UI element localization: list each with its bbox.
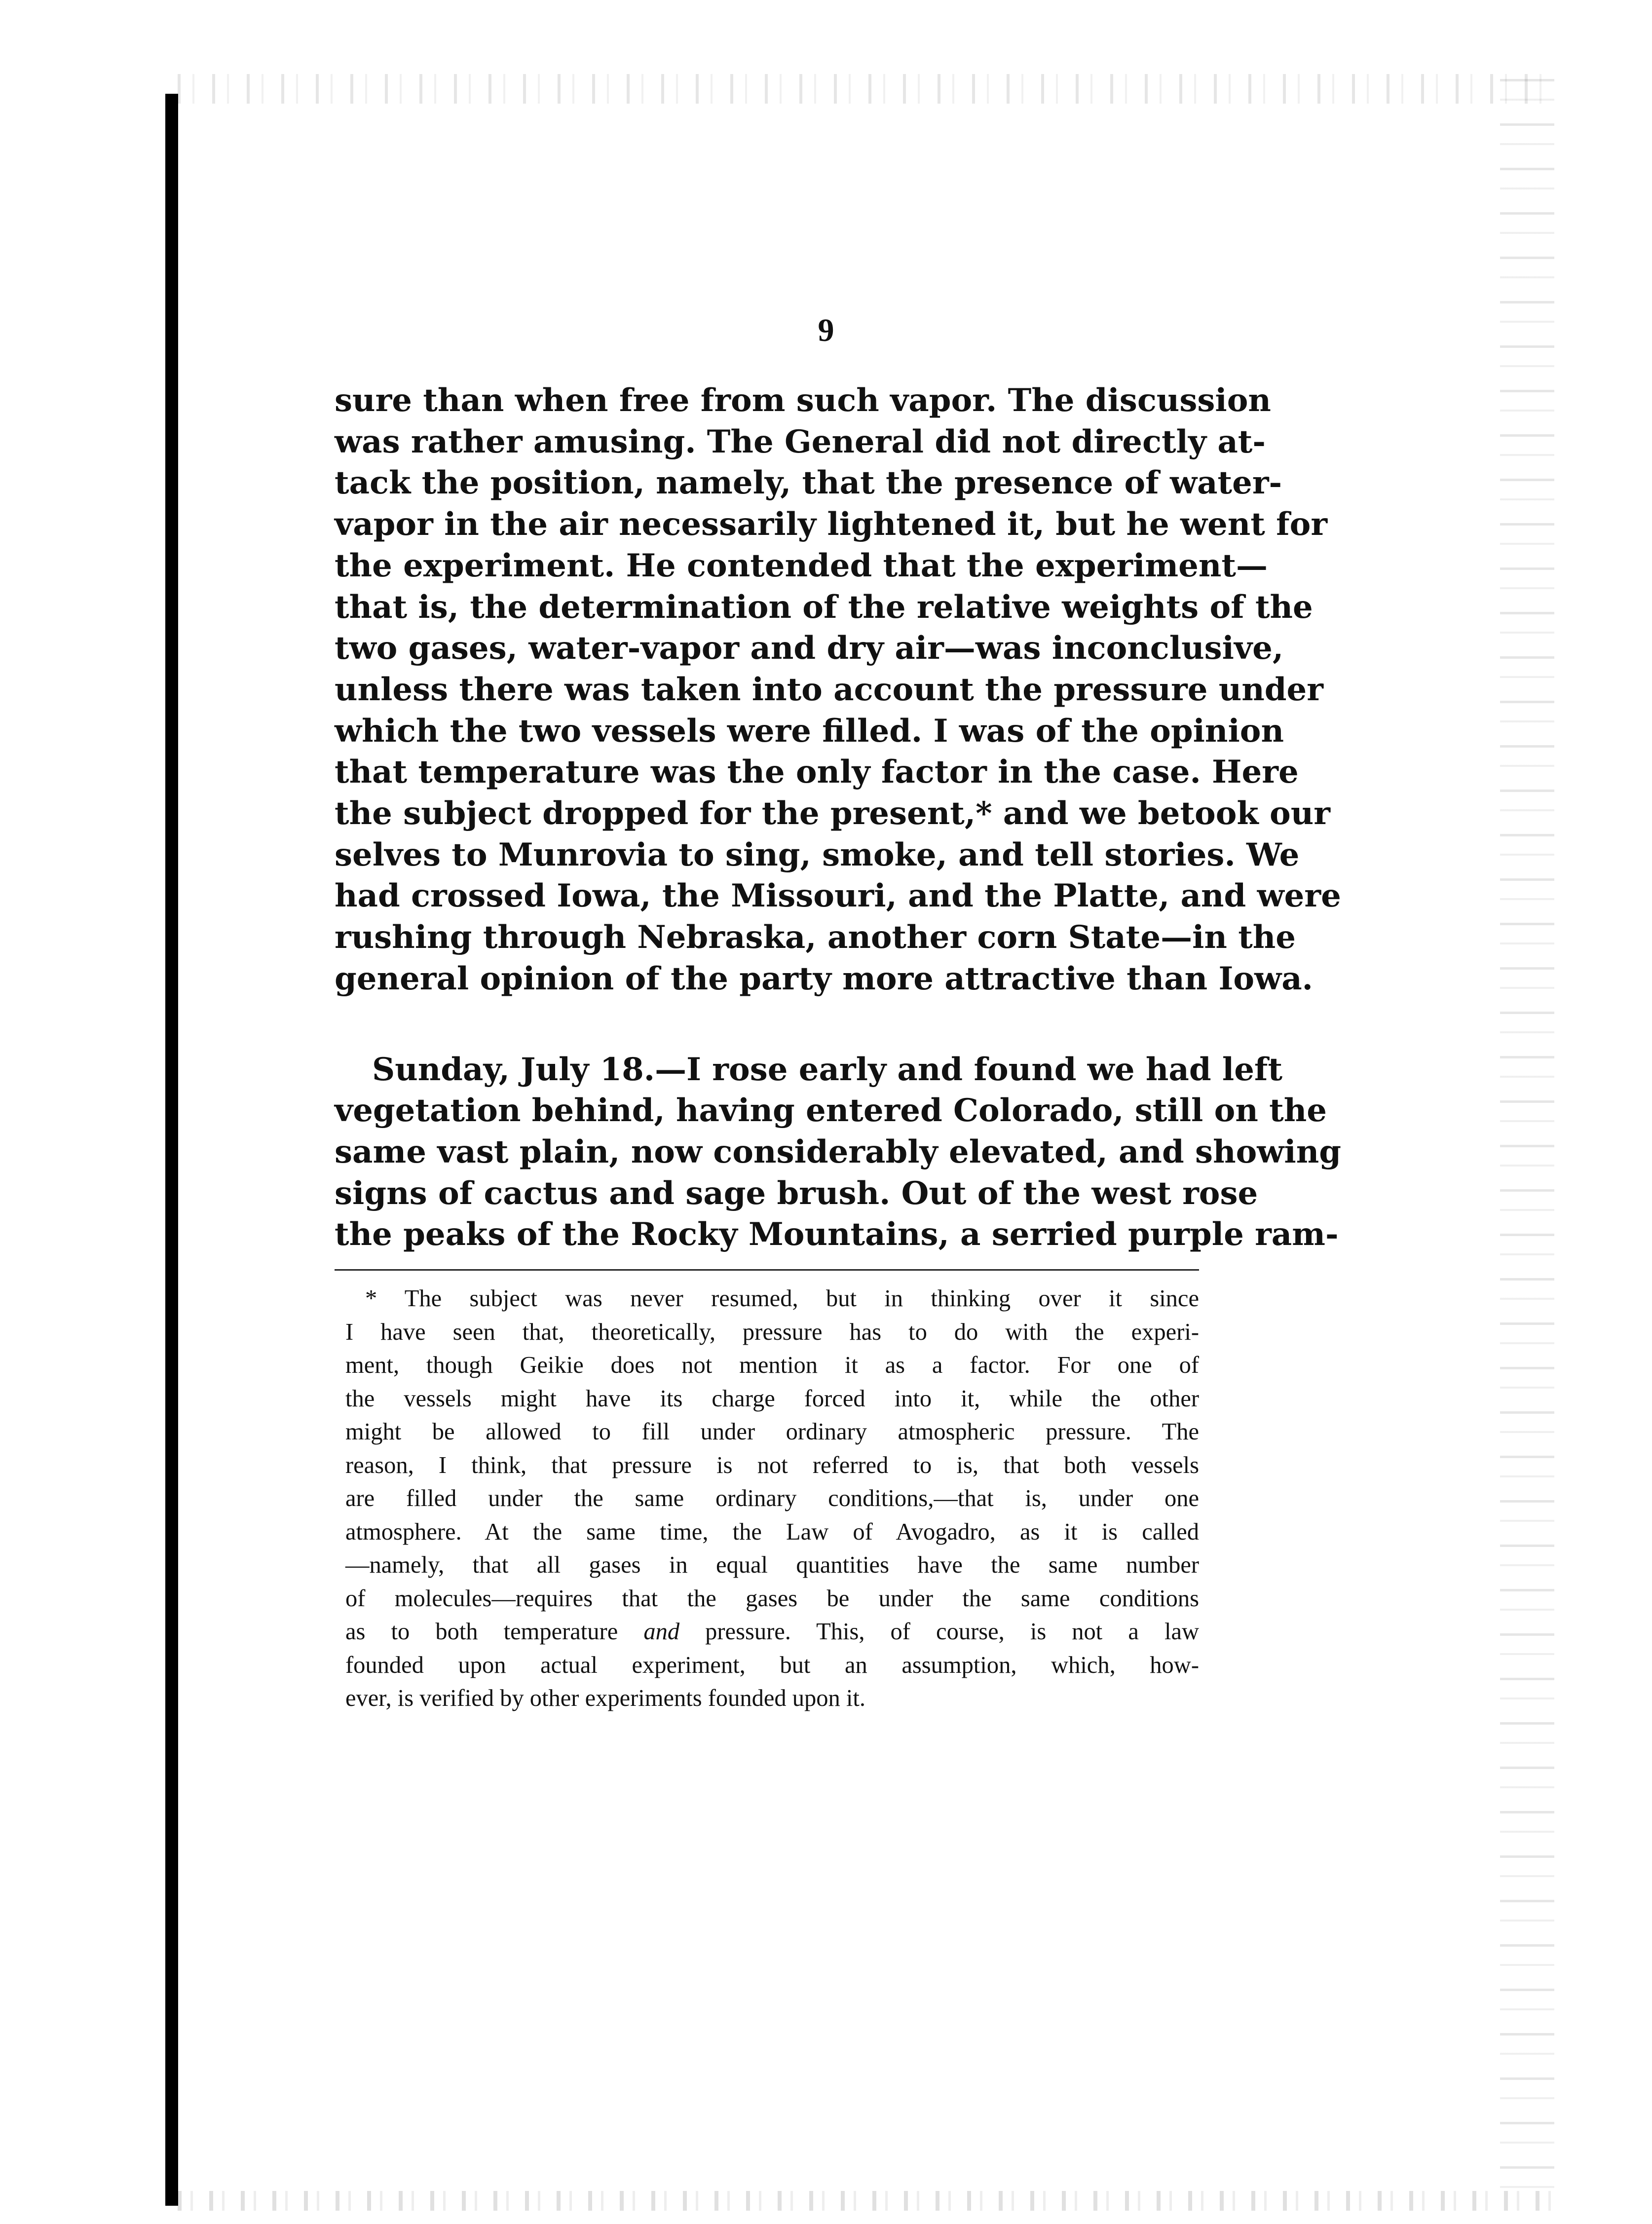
footnote-line: ever, is verified by other experiments founded upon it. (345, 1685, 865, 1711)
paragraph-2 (335, 1049, 1341, 1256)
text-line: two gases, water-vapor and dry air—was inconclusive, (335, 630, 1284, 667)
text-line: unless there was taken into account the pressure under (335, 671, 1323, 708)
footnote-text: as to both temperature (345, 1619, 644, 1645)
text-line: same vast plain, now considerably elevated, and showing (335, 1133, 1341, 1170)
binding-edge (165, 94, 178, 2206)
footnote-line (345, 1615, 1199, 1649)
text-line: that is, the determination of the relative weights of the (335, 588, 1313, 626)
text-line: selves to Munrovia to sing, smoke, and tell stories. We (335, 836, 1300, 873)
footnote-line: are filled under the same ordinary conditions,—that is, under one (345, 1485, 1199, 1511)
text-line: tack the position, namely, that the presence of water- (335, 464, 1282, 502)
footnote-text: pressure. This, of course, is not a law (679, 1619, 1199, 1645)
footnote-line: I have seen that, theoretically, pressure has to do with the experi- (345, 1319, 1199, 1345)
footnote-line: atmosphere. At the same time, the Law of Avogadro, as it is called (345, 1518, 1199, 1545)
text-line: vapor in the air necessarily lightened it, but he went for (335, 506, 1328, 543)
footnote-line: the vessels might have its charge forced into it, while the other (345, 1385, 1199, 1412)
text-line: sure than when free from such vapor. The discussion (335, 382, 1271, 419)
text-line: vegetation behind, having entered Colorado, still on the (335, 1092, 1327, 1130)
text-line: had crossed Iowa, the Missouri, and the Platte, and were (335, 877, 1341, 915)
footnote-line: reason, I think, that pressure is not referred to is, that both vessels (345, 1452, 1199, 1478)
text-line: the peaks of the Rocky Mountains, a serried purple ram- (335, 1216, 1339, 1253)
footnote-line: of molecules—requires that the gases be under the same conditions (345, 1585, 1199, 1612)
text-line: the subject dropped for the present,* and we betook our (335, 795, 1330, 832)
page-number: 9 (818, 312, 834, 348)
scan-noise-right (1500, 79, 1554, 2201)
scan-noise-top (178, 74, 1559, 104)
footnote-line: * The subject was never resumed, but in thinking over it since (365, 1285, 1199, 1312)
text-line: rushing through Nebraska, another corn State—in the (335, 919, 1296, 956)
text-line: Sunday, July 18.—I rose early and found we had left (372, 1051, 1282, 1088)
footnote-italic-word: and (643, 1619, 680, 1645)
text-line: that temperature was the only factor in the case. Here (335, 754, 1299, 791)
footnote-line: might be allowed to fill under ordinary atmospheric pressure. The (345, 1419, 1199, 1445)
footnote-divider (335, 1269, 1199, 1271)
scan-noise-bottom (178, 2191, 1559, 2211)
main-text (335, 380, 1341, 1255)
text-line: was rather amusing. The General did not directly at- (335, 423, 1266, 460)
text-line: which the two vessels were filled. I was of the opinion (335, 712, 1284, 750)
text-line: the experiment. He contended that the experiment— (335, 547, 1268, 584)
text-line: signs of cactus and sage brush. Out of the west rose (335, 1174, 1258, 1212)
footnote-line: —namely, that all gases in equal quantities have the same number (345, 1552, 1199, 1578)
footnote (345, 1282, 1199, 1715)
paragraph-1 (335, 380, 1341, 1000)
footnote-line: ment, though Geikie does not mention it as a factor. For one of (345, 1352, 1199, 1378)
text-line: general opinion of the party more attractive than Iowa. (335, 960, 1313, 997)
footnote-line: founded upon actual experiment, but an assumption, which, how- (345, 1652, 1199, 1678)
